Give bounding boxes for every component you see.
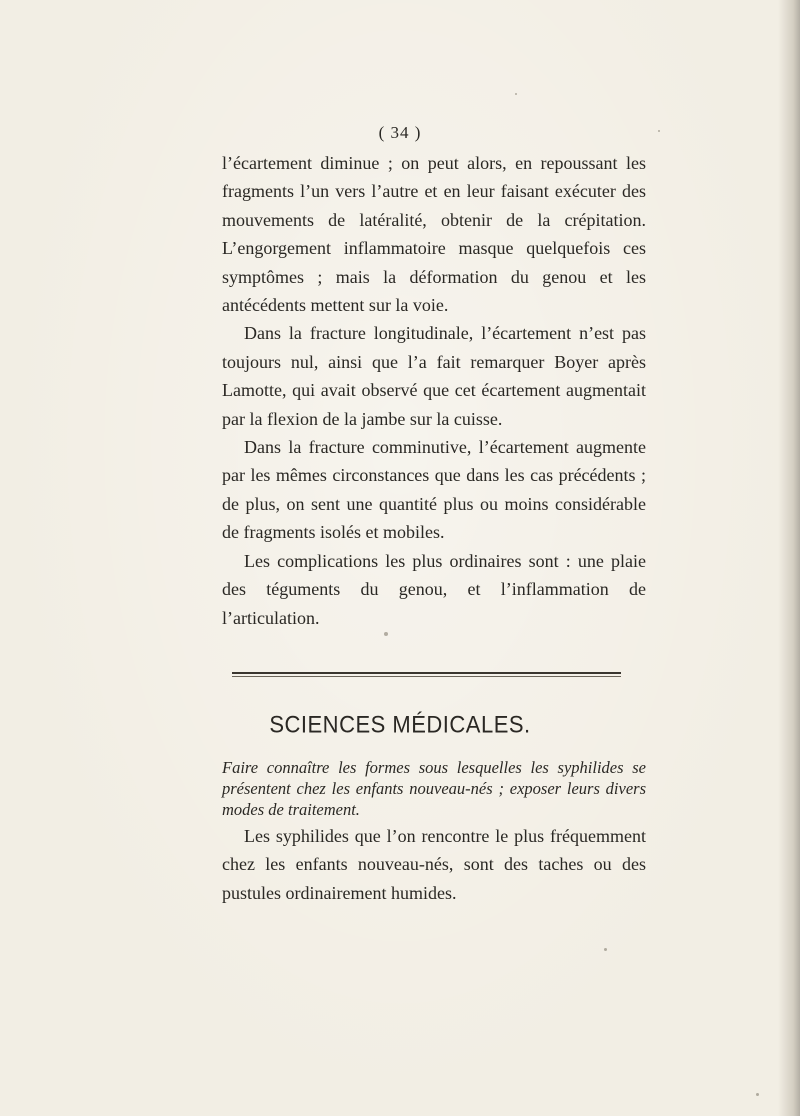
section-divider [232, 672, 621, 674]
page-edge-shadow [778, 0, 800, 1116]
question-block [222, 757, 646, 820]
paper-speck [384, 632, 388, 636]
answer-paragraph: Les syphilides que l’on rencontre le plus fréquemment chez les enfants nouveau-nés, sont des taches ou des pustules ordinairement humides. [222, 826, 646, 903]
paper-speck [515, 93, 517, 95]
exam-question: Faire connaître les formes sous lesquelles les syphilides se présentent chez les enfants nouveau-nés ; exposer leurs divers modes de traitement. [222, 758, 646, 819]
paper-speck [658, 130, 660, 132]
section-divider-thin [232, 676, 621, 677]
paragraph-2: Dans la fracture longitudinale, l’écartement n’est pas toujours nul, ainsi que l’a fait remarquer Boyer après Lamotte, qui avait observé que cet écartement augmentait par la flexion de la jambe sur la cuisse. [222, 323, 646, 429]
paragraph-3: Dans la fracture comminutive, l’écartement augmente par les mêmes circonstances que dans les cas précédents ; de plus, on sent une quantité plus ou moins considérable de fragments isolés et mobiles. [222, 437, 646, 543]
paragraph-4: Les complications les plus ordinaires sont : une plaie des téguments du genou, et l’inflammation de l’articulation. [222, 550, 646, 628]
paragraph-1: l’écartement diminue ; on peut alors, en repoussant les fragments l’un vers l’autre et en leur faisant exécuter des mouvements de latéralité, obtenir de la crépitation. L’engorgement inflammatoire masque quelquefois ces symptômes ; mais la déformation du genou et les antécédents mettent sur la voie. [222, 153, 646, 316]
answer-block [222, 822, 646, 907]
body-text [222, 149, 646, 632]
paper-speck [756, 1093, 759, 1096]
paper-speck [604, 948, 607, 951]
section-heading: SCIENCES MÉDICALES. [269, 710, 531, 739]
page-number: ( 34 ) [378, 123, 422, 142]
